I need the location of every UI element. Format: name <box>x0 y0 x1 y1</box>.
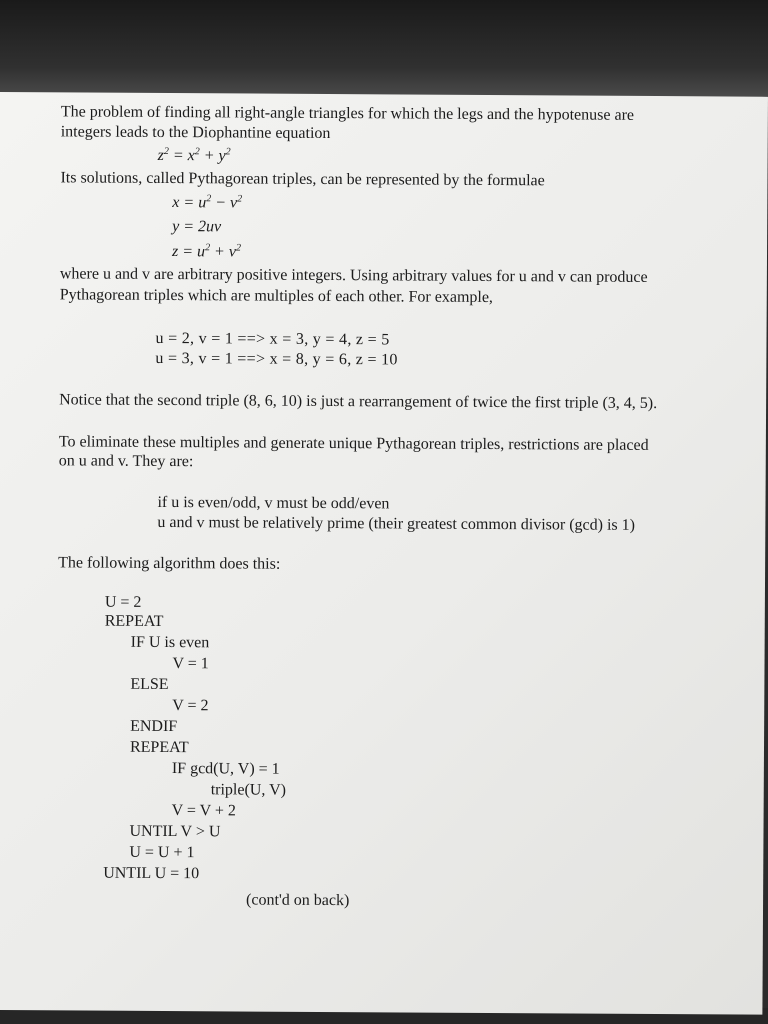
intro-line-1: The problem of finding all right-angle triangles for which the legs and the hypotenuse are <box>60 103 635 124</box>
eliminate-line-1: To eliminate these multiples and generate unique Pythagorean triples, restrictions are placed <box>58 433 649 454</box>
notice-paragraph: Notice that the second triple (8, 6, 10) is just a rearrangement of twice the first triple (3, 4, 5). <box>59 391 658 413</box>
algorithm-line: UNTIL V > U <box>129 822 221 841</box>
algorithm-line: REPEAT <box>104 612 164 631</box>
where-line-1: where u and v are arbitrary positive integers. Using arbitrary values for u and v can produce <box>59 265 648 286</box>
formula-x: $x = u^2 - v^2$ <box>172 193 243 212</box>
algorithm-line: U = U + 1 <box>129 843 195 862</box>
diophantine-equation: $z^2 = x^2 + y^2$ <box>157 146 231 165</box>
restriction-item: u and v must be relatively prime (their greatest common divisor (gcd) is 1) <box>157 513 636 534</box>
paper-sheet <box>0 92 768 1015</box>
algorithm-line: IF U is even <box>130 633 210 652</box>
where-line-2: Pythagorean triples which are multiples of each other. For example, <box>59 286 494 307</box>
algorithm-line: ELSE <box>130 675 169 694</box>
restriction-item: if u is even/odd, v must be odd/even <box>157 493 390 513</box>
algorithm-line: ENDIF <box>130 717 178 736</box>
continued-note: (cont'd on back) <box>246 891 350 910</box>
algorithm-line: V = 2 <box>172 697 209 715</box>
example-line: u = 3, v = 1 ==> x = 8, y = 6, z = 10 <box>155 349 398 369</box>
algorithm-line: V = V + 2 <box>171 802 236 820</box>
solutions-intro: Its solutions, called Pythagorean triples, can be represented by the formulae <box>60 169 545 190</box>
background-top <box>0 0 768 96</box>
algorithm-line: IF gcd(U, V) = 1 <box>171 760 280 778</box>
algorithm-intro: The following algorithm does this: <box>58 554 281 573</box>
formula-z: $z = u^2 + v^2$ <box>171 242 242 261</box>
intro-line-2: integers leads to the Diophantine equation <box>60 123 331 143</box>
algorithm-line: V = 1 <box>172 655 209 673</box>
algorithm-line: U = 2 <box>104 593 142 611</box>
algorithm-line: REPEAT <box>129 738 189 757</box>
example-line: u = 2, v = 1 ==> x = 3, y = 4, z = 5 <box>155 329 390 349</box>
algorithm-line: triple(U, V) <box>210 781 287 799</box>
eliminate-line-2: on u and v. They are: <box>58 452 194 471</box>
algorithm-line: UNTIL U = 10 <box>103 864 200 883</box>
formula-y: y = 2uv <box>172 218 222 236</box>
